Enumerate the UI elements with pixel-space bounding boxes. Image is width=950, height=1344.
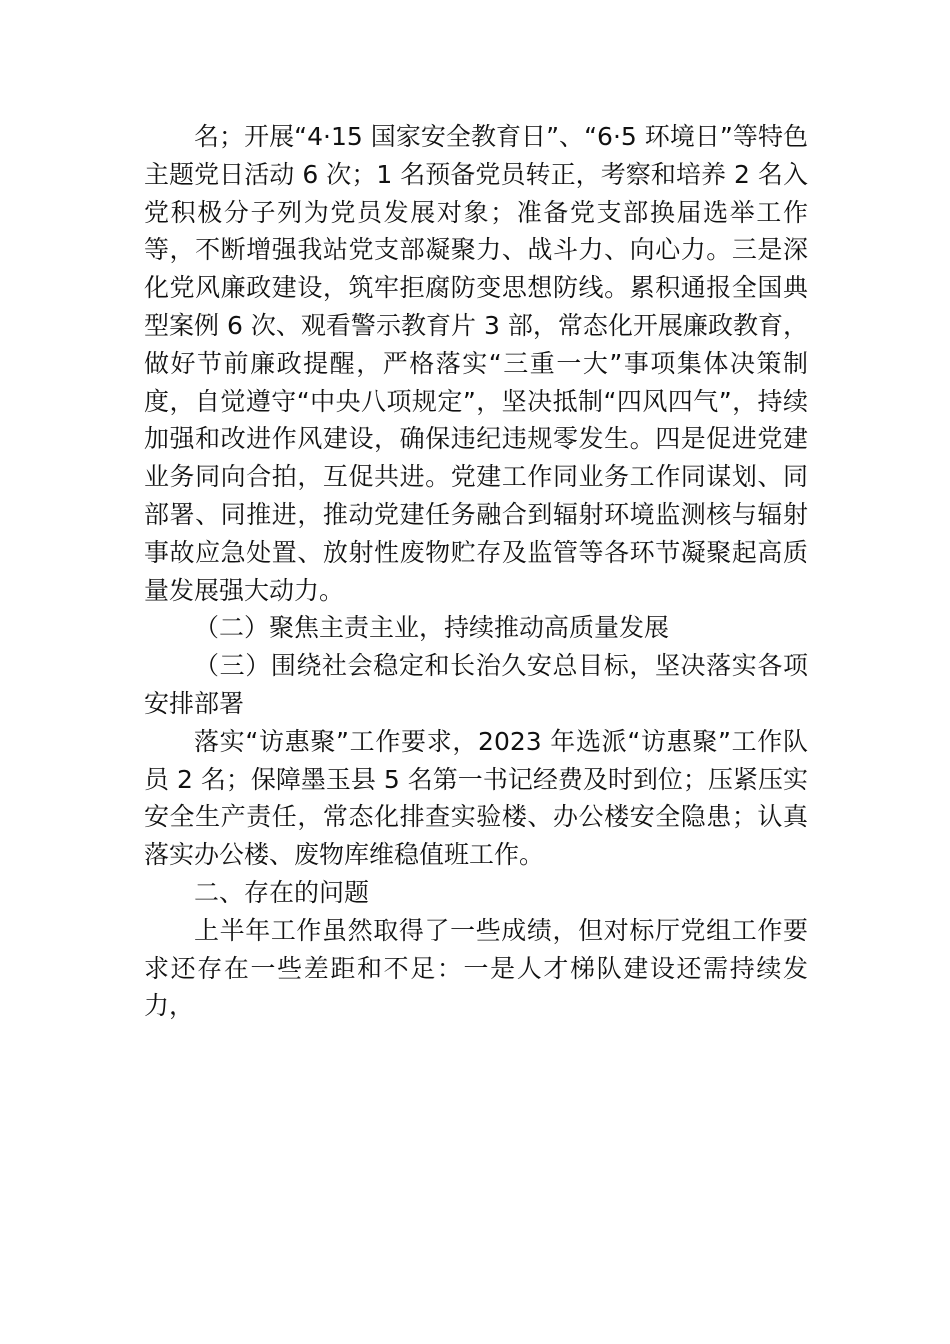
heading-existing-problems: 二、存在的问题	[194, 877, 370, 907]
paragraph-stability-work: 落实“访惠聚”工作要求，2023 年选派“访惠聚”工作队员 2 名；保障墨玉县 5 名第一书记经费及时到位；压紧压实安全生产责任，常态化排查实验楼、办公楼安全隐患；认真落实办公楼、废物库维稳值班工作。	[144, 726, 808, 870]
paragraph-problems: 上半年工作虽然取得了一些成绩，但对标厅党组工作要求还存在一些差距和不足：一是人才梯队建设还需持续发力，	[144, 915, 808, 1021]
paragraph-party-building: 名；开展“4·15 国家安全教育日”、“6·5 环境日”等特色主题党日活动 6 次；1 名预备党员转正，考察和培养 2 名入党积极分子列为党员发展对象；准备党支部换届选举工作等，不断增强我站党支部凝聚力、战斗力、向心力。三是深化党风廉政建设，筑牢拒腐防变思想防线。累积通报全国典型案例 6 次、观看警示教育片 3 部，常态化开展廉政教育，做好节前廉政提醒，严格落实“三重一大”事项集体决策制度，自觉遵守“中央八项规定”，坚决抵制“四风四气”，持续加强和改进作风建设，确保违纪违规零发生。四是促进党建业务同向合拍，互促共进。党建工作同业务工作同谋划、同部署、同推进，推动党建任务融合到辐射环境监测核与辐射事故应急处置、放射性废物贮存及监管等各环节凝聚起高质量发展强大动力。	[144, 122, 808, 605]
heading-section-three: （三）围绕社会稳定和长治久安总目标，坚决落实各项安排部署	[144, 651, 808, 718]
heading-section-two: （二）聚焦主责主业，持续推动高质量发展	[194, 613, 670, 643]
document-body	[144, 118, 808, 1025]
